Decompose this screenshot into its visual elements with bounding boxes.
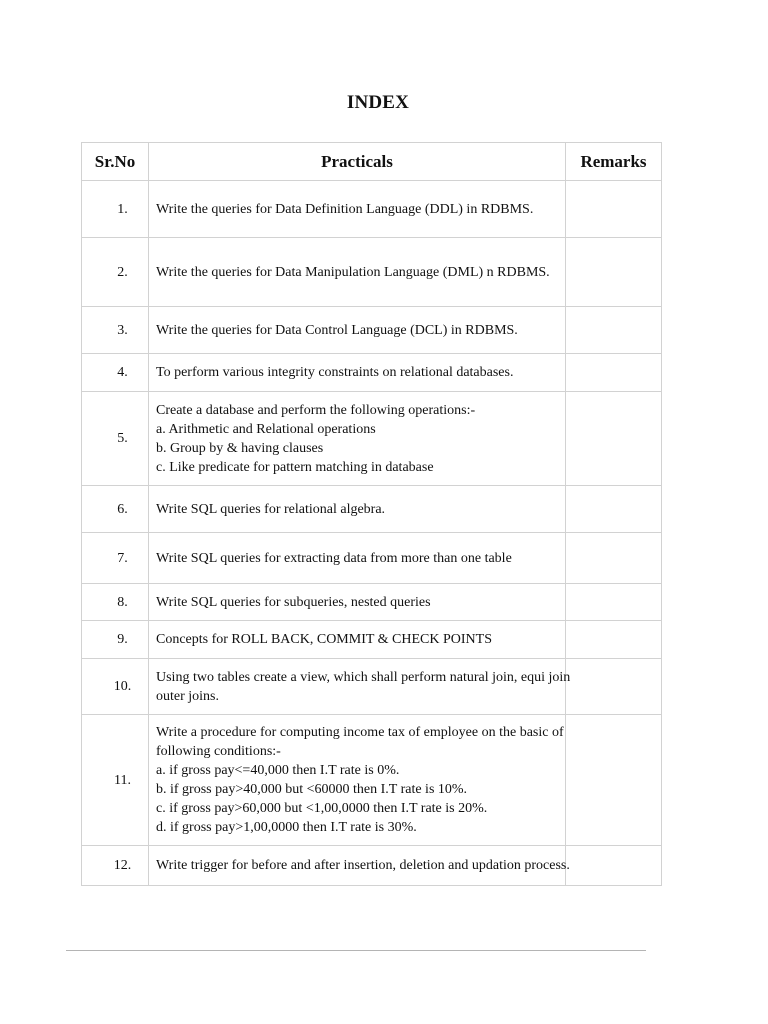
header-practicals: Practicals: [149, 143, 566, 181]
row-number: 10.: [82, 659, 149, 715]
remarks-cell: [566, 715, 662, 846]
table-row: [82, 307, 662, 354]
table-row: [82, 659, 662, 715]
practical-text-line: Using two tables create a view, which shall perform natural join, equi join: [156, 669, 571, 685]
practical-text-line: b. if gross pay>40,000 but <60000 then I.T rate is 10%.: [156, 782, 468, 797]
practical-cell: [149, 238, 566, 307]
row-number: 7.: [82, 533, 149, 584]
practical-text-line: Write SQL queries for subqueries, nested queries: [156, 594, 431, 610]
practical-cell: [149, 307, 566, 354]
row-number: 3.: [82, 307, 149, 354]
practical-text-line: a. Arithmetic and Relational operations: [156, 421, 376, 437]
practical-text-line: To perform various integrity constraints on relational databases.: [156, 365, 514, 380]
practical-text-line: Create a database and perform the following operations:-: [156, 402, 476, 418]
practical-text-line: outer joins.: [156, 688, 219, 704]
table-body: [82, 181, 662, 886]
table-row: [82, 238, 662, 307]
remarks-cell: [566, 486, 662, 533]
row-number: 6.: [82, 486, 149, 533]
practical-text-line: Write the queries for Data Definition Language (DDL) in RDBMS.: [156, 201, 534, 217]
practical-cell: [149, 621, 566, 659]
practical-text-line: a. if gross pay<=40,000 then I.T rate is 0%.: [156, 763, 400, 778]
header-srno: Sr.No: [82, 143, 149, 181]
remarks-cell: [566, 659, 662, 715]
remarks-cell: [566, 392, 662, 486]
row-number: 12.: [82, 846, 149, 886]
remarks-cell: [566, 846, 662, 886]
row-number: 9.: [82, 621, 149, 659]
practical-cell: [149, 181, 566, 238]
practical-text-line: Write the queries for Data Manipulation Language (DML) n RDBMS.: [156, 264, 550, 280]
table-header-row: [82, 143, 662, 181]
table-row: [82, 486, 662, 533]
remarks-cell: [566, 354, 662, 392]
header-remarks: Remarks: [566, 143, 662, 181]
row-number: 8.: [82, 584, 149, 621]
practical-cell: [149, 392, 566, 486]
practical-cell: [149, 354, 566, 392]
practical-text-line: Concepts for ROLL BACK, COMMIT & CHECK POINTS: [156, 632, 493, 647]
practical-text-line: following conditions:-: [156, 744, 281, 759]
table-row: [82, 181, 662, 238]
practical-text-line: b. Group by & having clauses: [156, 440, 324, 456]
remarks-cell: [566, 238, 662, 307]
row-number: 1.: [82, 181, 149, 238]
table-row: [82, 846, 662, 886]
practical-cell: [149, 584, 566, 621]
remarks-cell: [566, 181, 662, 238]
row-number: 2.: [82, 238, 149, 307]
table-row: [82, 621, 662, 659]
remarks-cell: [566, 584, 662, 621]
table-row: [82, 354, 662, 392]
practical-cell: [149, 659, 571, 715]
remarks-cell: [566, 307, 662, 354]
practical-cell: [149, 533, 566, 584]
practical-text-line: Write a procedure for computing income tax of employee on the basic of: [156, 725, 564, 740]
practical-text-line: Write the queries for Data Control Language (DCL) in RDBMS.: [156, 322, 518, 338]
table-row: [82, 392, 662, 486]
remarks-cell: [566, 621, 662, 659]
practical-cell: [149, 846, 570, 886]
page-title: INDEX: [346, 92, 410, 113]
row-number: 4.: [82, 354, 149, 392]
remarks-cell: [566, 533, 662, 584]
practical-cell: [149, 486, 566, 533]
practical-cell: [149, 715, 566, 846]
practical-text-line: c. if gross pay>60,000 but <1,00,0000 then I.T rate is 20%.: [156, 801, 488, 816]
practical-text-line: Write trigger for before and after insertion, deletion and updation process.: [156, 858, 570, 873]
table-row: [82, 715, 662, 846]
table-row: [82, 584, 662, 621]
practical-text-line: d. if gross pay>1,00,0000 then I.T rate is 30%.: [156, 820, 417, 835]
row-number: 5.: [82, 392, 149, 486]
row-number: 11.: [82, 715, 149, 846]
practical-text-line: Write SQL queries for extracting data from more than one table: [156, 550, 512, 566]
index-table: [81, 142, 662, 886]
footer-divider: [66, 950, 646, 951]
practical-text-line: Write SQL queries for relational algebra.: [156, 501, 386, 517]
table-row: [82, 533, 662, 584]
practical-text-line: c. Like predicate for pattern matching in database: [156, 459, 434, 475]
